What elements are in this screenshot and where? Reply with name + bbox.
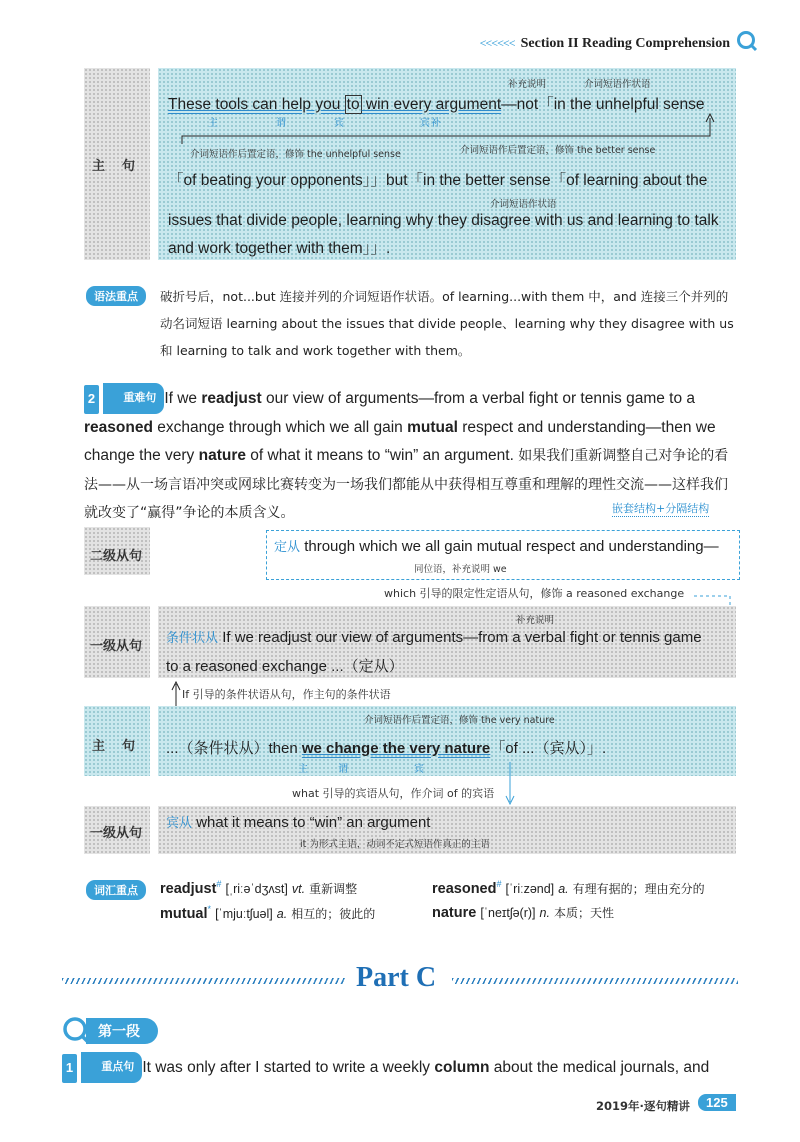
vocab-item-reasoned [432, 879, 705, 897]
vocab-phon: [ˌriːəˈdʒʌst] [225, 881, 288, 896]
header-arrows: <<<<<< [479, 36, 515, 50]
ann-postmod-2: 介词短语作后置定语，修饰 the better sense [460, 145, 656, 156]
main2-ann: 介词短语作后置定语，修饰 the very nature [364, 715, 555, 726]
main-clause-line-1 [168, 92, 705, 114]
main-clause-line-1c: —not「in the unhelpful sense [501, 96, 705, 113]
role-object: 宾 [334, 118, 354, 129]
s1-text-a: It was only after I started to write a weekly [142, 1059, 435, 1076]
s2-translation: 如果我们重新调整自己对争论的看法——从一场言语冲突或网球比赛转变为一场我们都能从中获得相互尊重和理解的理性交流——这样我们就改变了“赢得”争论的本质含义。 [84, 448, 729, 521]
running-header [480, 36, 730, 52]
vocab-pos: n. [539, 906, 550, 920]
vocab-tag: 词汇重点 [86, 880, 146, 900]
ann-adverbial-2: 介词短语作状语 [490, 199, 557, 210]
main-clause-line-1a: These tools can help you [168, 96, 345, 113]
vocab-phon: [ˈneɪtʃə(r)] [480, 906, 536, 920]
sentence-number: 1 [62, 1054, 77, 1083]
level2-clause [274, 536, 719, 555]
s2-word-reasoned: reasoned [84, 418, 153, 436]
main2-text-a: ...（条件状从）then [166, 740, 302, 757]
level1-label: 一级从句 [90, 639, 143, 654]
s2-part-6: respect and understanding—then we change the very [84, 418, 716, 464]
footer-book: 2019年·逐句精讲 [596, 1099, 690, 1113]
part-title: Part C [356, 962, 437, 993]
vocab-word: mutual [160, 905, 208, 922]
main-clause-label: 主 句 [92, 159, 138, 174]
vocab-meaning: 本质；天性 [554, 906, 615, 920]
structure-tag: 嵌套结构+分隔结构 [612, 502, 710, 515]
grammar-tag: 语法重点 [86, 286, 146, 306]
vocab-mark: * [207, 904, 212, 914]
s1-word-column: column [434, 1059, 490, 1076]
search-magnifier-icon [736, 30, 758, 52]
vocab-phon: [ˈriːzənd] [505, 881, 555, 896]
ann-supplement: 补充说明 [508, 79, 547, 90]
header-title: Section II Reading Comprehension [520, 36, 730, 51]
main2-role-object: 宾 [414, 764, 434, 775]
level2-tag: 定从 [274, 540, 301, 555]
what-note: what 引导的宾语从句，作介词 of 的宾语 [292, 787, 495, 800]
s2-part-2: our view of arguments—from a verbal fight or tennis game to a [261, 390, 696, 407]
appositive-note: 同位语，补充说明 we [414, 564, 507, 575]
vocab-mark: # [496, 879, 502, 889]
if-note: If 引导的条件状语从句，作主句的条件状语 [182, 688, 391, 701]
vocab-pos: vt. [291, 881, 306, 896]
which-note: which 引导的限定性定语从句，修饰 a reasoned exchange [384, 587, 685, 600]
vocab-meaning: 相互的；彼此的 [291, 906, 376, 921]
grammar-text: 破折号后，not...but 连接并列的介词短语作状语。of learning...with them 中，and 连接三个并列的动名词短语 learning about the issues that divide people、learning why they disagree with us 和 learning to talk and work together with them。 [160, 289, 734, 358]
level1-line-1 [166, 627, 702, 646]
main-clause-line-2: 「of beating your opponents」」but「in the better sense「of learning about the [168, 172, 708, 189]
vocab-item-nature [432, 904, 614, 921]
it-note: it 为形式主语，动词不定式短语作真正的主语 [300, 839, 490, 850]
level1-line-2: to a reasoned exchange ...（定从） [166, 658, 404, 675]
vocab-pos: a. [558, 881, 569, 896]
level1-ann: 补充说明 [516, 615, 555, 626]
s2-part-8: of what it means to “win” an argument. [245, 447, 514, 464]
vocab-item-mutual [160, 904, 375, 922]
level1b-label: 一级从句 [90, 826, 143, 841]
ann-adverbial: 介词短语作状语 [584, 79, 651, 90]
part-divider-left [62, 978, 346, 984]
level1-text-1: If we readjust our view of arguments—from a verbal fight or tennis game [222, 629, 702, 646]
connector-what [500, 760, 520, 806]
role-subject: 主 [208, 118, 228, 129]
main2-text-c: 「of ...（宾从）」. [490, 740, 607, 757]
s1-text-b: about the medical journals, and [489, 1059, 710, 1076]
s2-word-mutual: mutual [407, 418, 458, 436]
level2-label: 二级从句 [90, 549, 143, 564]
to-box: to [346, 96, 360, 113]
vocab-item-readjust [160, 879, 357, 897]
vocab-word: nature [432, 905, 477, 921]
level1b-tag: 宾从 [166, 816, 193, 831]
vocab-word: reasoned [432, 880, 497, 897]
vocab-phon: [ˈmjuːtʃuəl] [215, 906, 273, 921]
key-sentence-badge: 重点句 [81, 1052, 142, 1083]
vocab-pos: a. [276, 906, 288, 921]
level1b-text: what it means to “win” an argument [196, 814, 431, 831]
difficult-sentence-badge: 重难句 [103, 383, 164, 414]
main-clause-line-1b: win every argument [361, 96, 502, 113]
s2-word-nature: nature [198, 447, 246, 464]
main2-label: 主 句 [92, 739, 138, 754]
main2-role-subject: 主 [298, 764, 318, 775]
vocab-meaning: 有理有据的；理由充分的 [572, 881, 705, 896]
s2-part-4: exchange through which we all gain [152, 418, 408, 436]
ann-postmod-1: 介词短语作后置定语，修饰 the unhelpful sense [190, 149, 401, 160]
section-title: 第一段 [86, 1018, 158, 1044]
role-predicate: 谓 [276, 118, 296, 129]
page-number: 125 [698, 1094, 736, 1111]
main-clause-line-3: issues that divide people, learning why they disagree with us and learning to talk [168, 212, 719, 229]
vocab-mark: # [216, 879, 222, 889]
vocab-word: readjust [160, 880, 217, 897]
main-clause-line-4: and work together with them」」. [168, 240, 391, 257]
level2-text: through which we all gain mutual respect and understanding— [304, 538, 719, 555]
sentence-number: 2 [84, 385, 99, 414]
role-complement: 宾补 [420, 118, 442, 129]
vocab-meaning: 重新调整 [309, 881, 358, 896]
part-divider-right [452, 978, 738, 984]
main2-line [166, 737, 606, 758]
s2-word-readjust: readjust [201, 390, 262, 407]
level1b-line [166, 812, 430, 831]
sentence-1 [62, 1052, 742, 1083]
main2-text-b: we change the very nature [301, 740, 491, 757]
level1-tag: 条件状从 [166, 631, 219, 646]
main2-role-predicate: 谓 [338, 764, 358, 775]
s2-part-0: If we [164, 390, 202, 407]
